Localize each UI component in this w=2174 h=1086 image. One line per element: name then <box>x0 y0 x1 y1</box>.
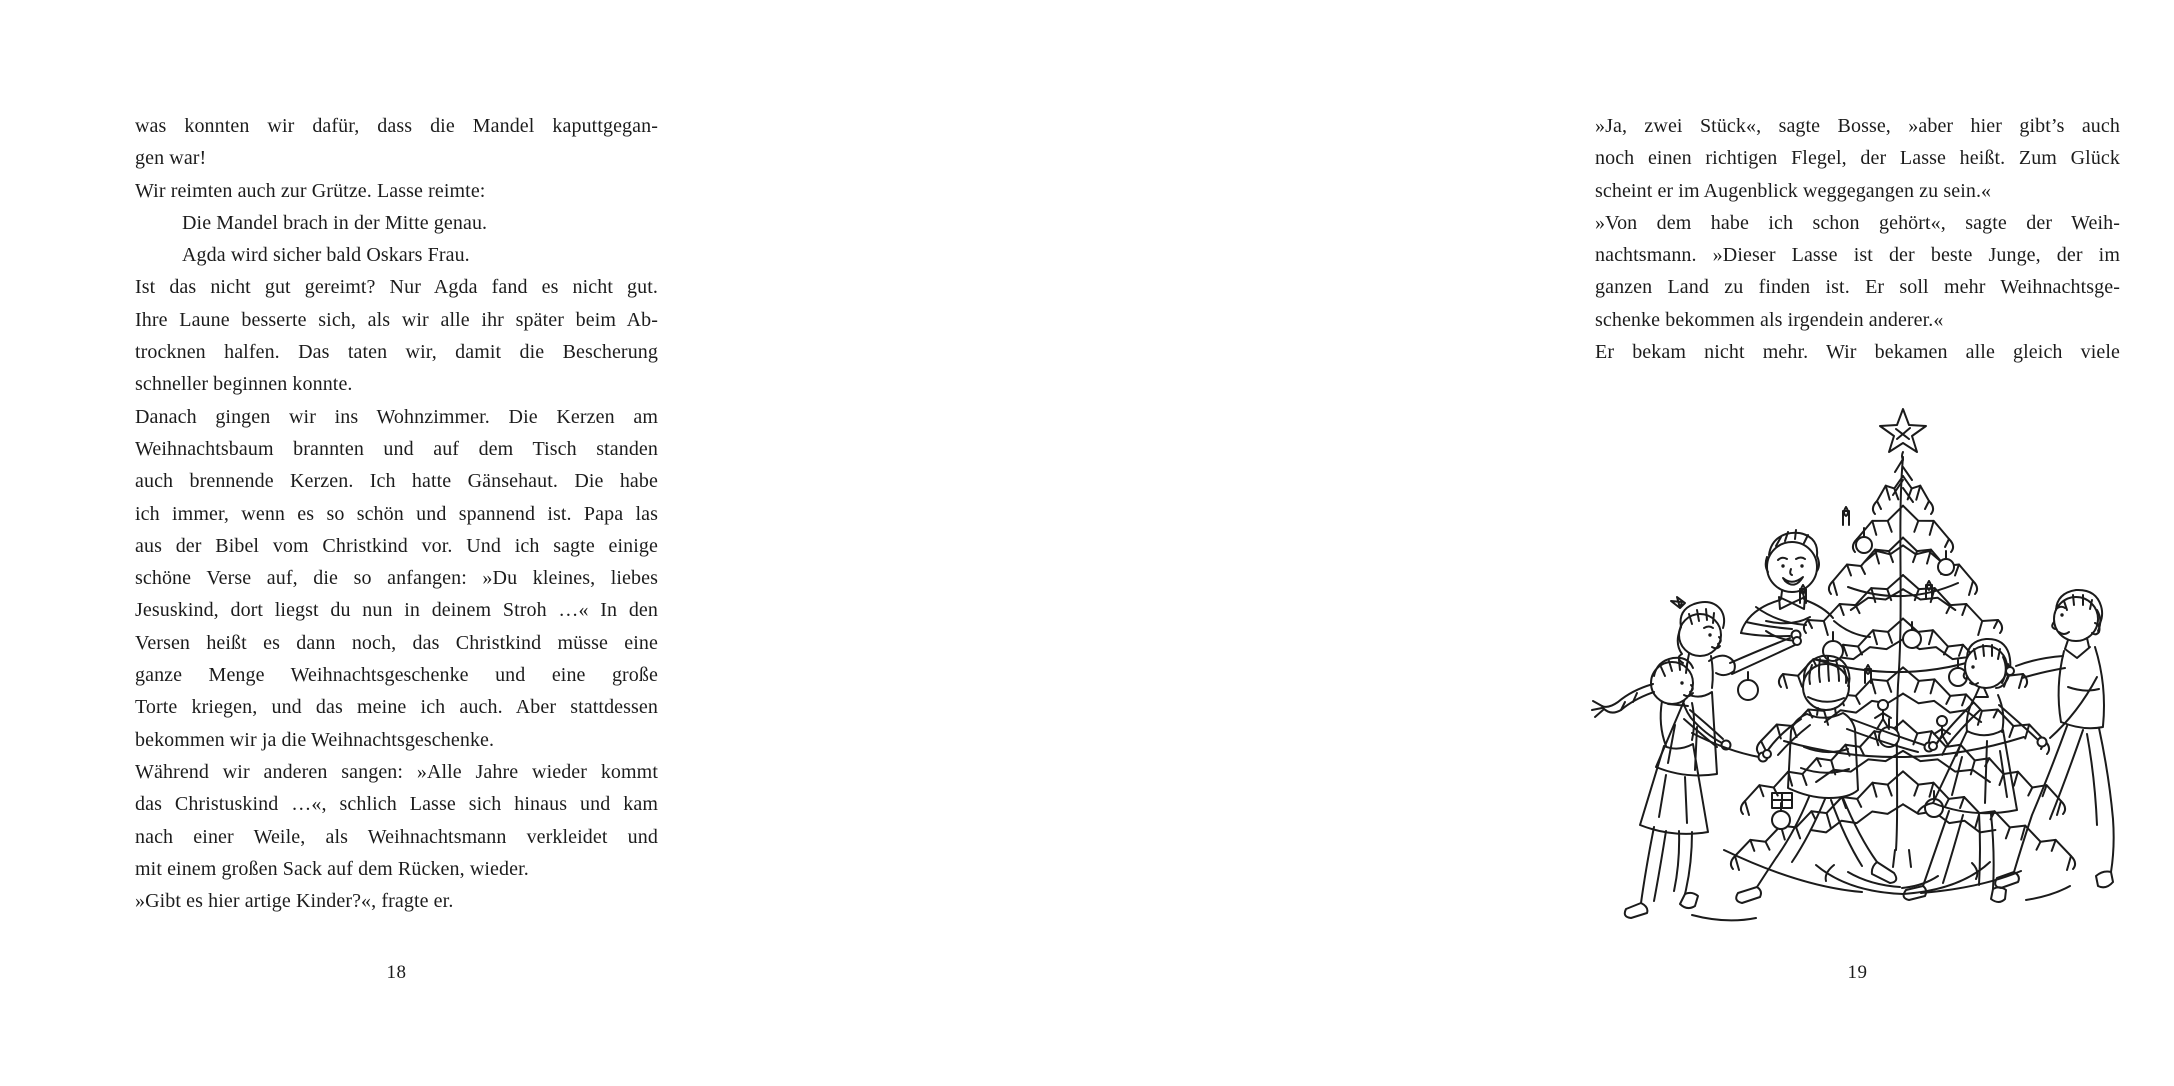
text-line: Jesuskind, dort liegst du nun in deinem Stroh …« In den <box>135 599 658 622</box>
text-line: Wir reimten auch zur Grütze. Lasse reimte: <box>135 179 486 202</box>
braid <box>1602 684 1654 713</box>
hand-clasp <box>2038 738 2047 747</box>
bauble <box>1856 537 1872 553</box>
hand-clasp <box>2006 667 2014 675</box>
text-line: Weihnachtsbaum brannten und auf dem Tisch standen <box>135 437 658 460</box>
left-page <box>0 0 750 1086</box>
text-line: scheint er im Augenblick weggegangen zu sein.« <box>1595 179 1992 202</box>
bauble <box>1772 811 1790 829</box>
text-line: schenke bekommen als irgendein anderer.« <box>1595 308 1944 331</box>
text-line: ganzen Land zu finden ist. Er soll mehr Weihnachtsge- <box>1595 276 2120 299</box>
christmas-tree-illustration-svg <box>1596 395 2174 960</box>
text-line: Ist das nicht gut gereimt? Nur Agda fand es nicht gut. <box>135 276 658 299</box>
text-line: ganze Menge Weihnachtsgeschenke und eine große <box>135 664 658 687</box>
text-line: Während wir anderen sangen: »Alle Jahre wieder kommt <box>135 760 658 783</box>
right-page-number: 19 <box>1847 962 1868 983</box>
text-line: nachtsmann. »Dieser Lasse ist der beste Junge, der im <box>1595 244 2120 267</box>
text-line: »Ja, zwei Stück«, sagte Bosse, »aber hier gibt’s auch <box>1595 115 2120 137</box>
text-line: Die Mandel brach in der Mitte genau. <box>182 211 488 234</box>
bauble <box>1738 680 1758 700</box>
hand-clasp <box>1929 742 1937 750</box>
hand-clasp <box>1763 750 1771 758</box>
text-line: Ihre Laune besserte sich, als wir alle ihr später beim Ab- <box>135 308 658 331</box>
text-line: was konnten wir dafür, dass die Mandel kaputtgegan- <box>135 115 658 137</box>
text-line: schneller beginnen konnte. <box>135 373 353 396</box>
hair-bow-icon <box>1671 597 1685 608</box>
text-line: noch einen richtigen Flegel, der Lasse heißt. Zum Glück <box>1595 147 2120 170</box>
right-page-text <box>1595 110 2120 368</box>
present-box <box>1772 793 1792 808</box>
left-page-text <box>135 110 658 917</box>
child-boy-back <box>1736 656 1933 903</box>
left-page-number: 18 <box>386 962 407 983</box>
star-topper-icon <box>1880 409 1926 460</box>
text-line: bekommen wir ja die Weihnachtsgeschenke. <box>135 728 495 751</box>
text-line: ich immer, wenn es so schön und spannend ist. Papa las <box>135 502 658 525</box>
text-line: »Gibt es hier artige Kinder?«, fragte er. <box>135 890 454 913</box>
text-line: auch brennende Kerzen. Ich hatte Gänsehaut. Die habe <box>135 470 658 493</box>
text-line: nach einer Weile, als Weihnachtsmann verkleidet und <box>135 825 658 848</box>
text-line: aus der Bibel vom Christkind vor. Und ich sagte einige <box>135 534 658 557</box>
text-line: das Christuskind …«, schlich Lasse sich hinaus und kam <box>135 793 658 816</box>
bauble <box>1938 559 1954 575</box>
text-line: Danach gingen wir ins Wohnzimmer. Die Kerzen am <box>135 405 658 428</box>
text-line: mit einem großen Sack auf dem Rücken, wieder. <box>135 857 529 880</box>
text-line: gen war! <box>135 147 207 170</box>
hand-clasp <box>1793 637 1801 645</box>
text-line: trocknen halfen. Das taten wir, damit die Bescherung <box>135 341 658 364</box>
text-line: Agda wird sicher bald Oskars Frau. <box>182 244 470 267</box>
text-line: Er bekam nicht mehr. Wir bekamen alle gleich viele <box>1595 341 2120 364</box>
bauble <box>1903 630 1921 648</box>
text-line: Versen heißt es dann noch, das Christkind müsse eine <box>135 631 658 654</box>
tree-front-fronds <box>1756 607 1870 641</box>
right-page <box>750 0 2120 1086</box>
text-line: »Von dem habe ich schon gehört«, sagte der Weih- <box>1595 211 2120 234</box>
christmas-illustration <box>1596 395 2174 960</box>
bauble <box>1823 641 1843 661</box>
text-line: schöne Verse auf, die so anfangen: »Du kleines, liebes <box>135 567 658 590</box>
text-line: Torte kriegen, und das meine ich auch. Aber stattdessen <box>135 696 658 719</box>
